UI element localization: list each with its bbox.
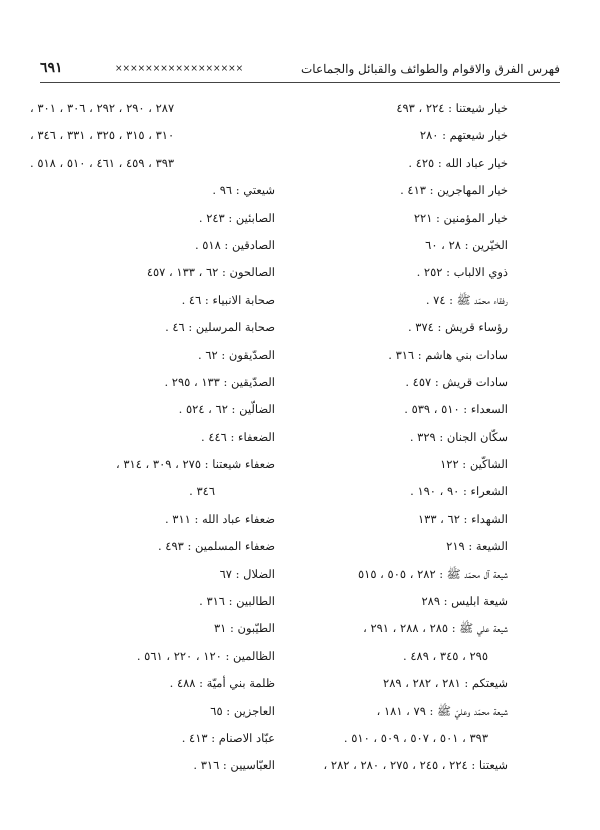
index-entry: شيعة آل محمّد ﷺ : ٢٨٢ ، ٥٠٥ ، ٥١٥ (357, 566, 508, 581)
index-entry: الشهداء : ٦٢ ، ١٣٣ (417, 511, 508, 526)
index-column-right (268, 96, 508, 781)
index-entry: العاجزين : ٦٥ (210, 703, 275, 718)
header-ornament: ××××××××××××××××× (115, 64, 244, 74)
index-entry-continuation: ٢٩٥ ، ٣٤٥ ، ٤٨٩ . (403, 648, 488, 663)
index-entry: شيعتكم : ٢٨١ ، ٢٨٢ ، ٢٨٩ (383, 676, 508, 691)
running-title: فهرس الفرق والاقوام والطوائف والقبائل والجماعات (301, 62, 560, 76)
index-entry: ظلمة بني أميّة : ٤٨٨ . (169, 676, 275, 691)
index-entry: سادات قريش : ٤٥٧ . (405, 374, 508, 389)
page-header (40, 58, 560, 83)
index-entry-continuation: ٣١٠ ، ٣١٥ ، ٣٢٥ ، ٣٣١ ، ٣٤٦ ، (30, 128, 175, 143)
index-entry: خيار شيعتهم : ٢٨٠ (419, 128, 508, 143)
index-entry: الصدّيقين : ١٣٣ ، ٢٩٥ . (164, 374, 275, 389)
index-entry: ضعفاء شيعتنا : ٢٧٥ ، ٣٠٩ ، ٣١٤ ، (115, 457, 275, 472)
index-entry: الخيّرين : ٢٨ ، ٦٠ (425, 237, 508, 252)
index-entry: ضعفاء المسلمين : ٤٩٣ . (157, 539, 275, 554)
index-entry: الضلال : ٦٧ (219, 566, 275, 581)
index-entry: صحابة الانبياء : ٤٦ . (181, 292, 275, 307)
index-entry: الشيعة : ٢١٩ (446, 539, 508, 554)
index-entry: الضعفاء : ٤٤٦ . (201, 429, 275, 444)
index-column-left (30, 96, 275, 781)
index-entry: العبّاسيين : ٣١٦ . (193, 758, 275, 773)
index-entry: رفقاء محمّد ﷺ : ٧٤ . (425, 292, 508, 307)
index-entry: الصالحون : ٦٢ ، ١٣٣ ، ٤٥٧ (146, 265, 275, 280)
index-entry: شيعتنا : ٢٢٤ ، ٢٤٥ ، ٢٧٥ ، ٢٨٠ ، ٢٨٢ ، (323, 758, 508, 773)
index-entry: سادات بني هاشم : ٣١٦ . (388, 347, 508, 362)
index-entry: الشاكّين : ١٢٢ (440, 457, 508, 472)
index-entry: الطيّبون : ٣١ (213, 621, 275, 636)
index-entry: الصدّيقون : ٦٢ . (198, 347, 275, 362)
index-entry: الضالّين : ٦٢ ، ٥٢٤ . (178, 402, 275, 417)
index-entry: الشعراء : ٩٠ ، ١٩٠ . (410, 484, 508, 499)
index-entry: شيعة ابليس : ٢٨٩ (421, 594, 508, 609)
index-entry: عبّاد الاصنام : ٤١٣ . (181, 730, 275, 745)
index-entry: شيعتي : ٩٦ . (212, 183, 275, 198)
index-entry-continuation: ٣٩٣ ، ٥٠١ ، ٥٠٧ ، ٥٠٩ ، ٥١٠ . (343, 730, 488, 745)
index-entry: ضعفاء عباد الله : ٣١١ . (164, 511, 275, 526)
index-entry: رؤساء قريش : ٣٧٤ . (407, 320, 508, 335)
index-entry: الطالبين : ٣١٦ . (199, 594, 275, 609)
index-entry: ذوي الالباب : ٢٥٢ . (416, 265, 508, 280)
index-entry: شيعة محمّد وعليّ ﷺ : ٧٩ ، ١٨١ ، (376, 703, 508, 718)
index-entry: خيار المؤمنين : ٢٢١ (413, 210, 508, 225)
index-entry: خيار المهاجرين : ٤١٣ . (400, 183, 508, 198)
index-entry: الصادقين : ٥١٨ . (194, 237, 275, 252)
index-entry: شيعة علي ﷺ : ٢٨٥ ، ٢٨٨ ، ٢٩١ ، (363, 621, 508, 636)
index-entry: خيار عباد الله : ٤٢٥ . (408, 155, 508, 170)
index-entry: السعداء : ٥١٠ ، ٥٣٩ . (404, 402, 508, 417)
index-entry: صحابة المرسلين : ٤٦ . (165, 320, 275, 335)
page-number: ٦٩١ (40, 60, 63, 76)
index-entry: الصابئين : ٢٤٣ . (198, 210, 275, 225)
index-entry-continuation: ٢٨٧ ، ٢٩٠ ، ٢٩٢ ، ٣٠٦ ، ٣٠١ ، (30, 101, 175, 115)
index-entry: الظالمين : ١٢٠ ، ٢٢٠ ، ٥٦١ . (136, 648, 275, 663)
index-entry: خيار شيعتنا : ٢٢٤ ، ٤٩٣ (396, 101, 508, 115)
index-entry: سكّان الجنان : ٣٢٩ . (409, 429, 508, 444)
index-entry-continuation: ٣٤٦ . (189, 484, 215, 499)
index-entry-continuation: ٣٩٣ ، ٤٥٩ ، ٤٦١ ، ٥١٠ ، ٥١٨ . (30, 155, 175, 170)
